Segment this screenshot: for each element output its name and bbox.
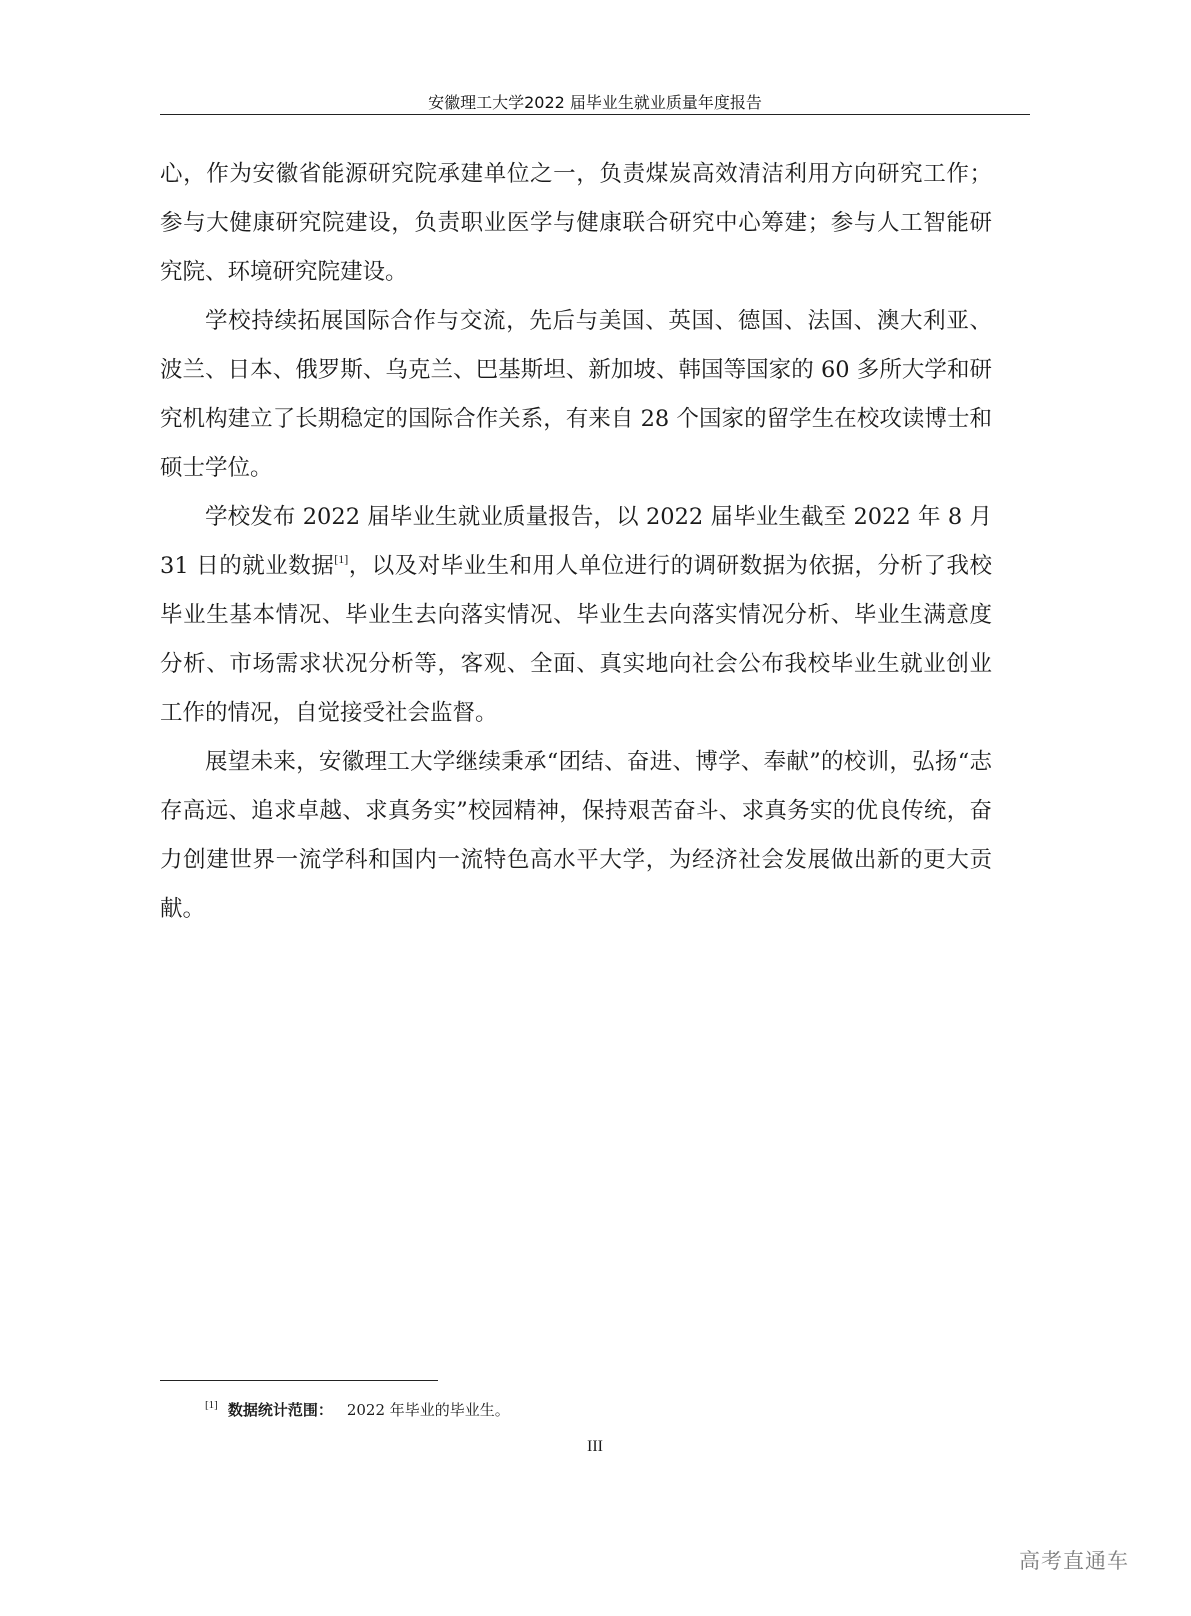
watermark-text: 高考直通车 <box>1019 1549 1129 1573</box>
paragraph-report-release-text-a: 学校发布 2022 届毕业生就业质量报告，以 2022 届毕业生截至 2022 年 8 月 31 日的就业数据 <box>160 504 992 579</box>
paragraph-report-release-text-b: ，以及对毕业生和用人单位进行的调研数据为依据，分析了我校毕业生基本情况、毕业生去向落实情况、毕业生去向落实情况分析、毕业生满意度分析、市场需求状况分析等，客观、全面、真实地向社会公布我校毕业生就业创业工作的情况，自觉接受社会监督。 <box>160 553 992 726</box>
footnote-divider <box>160 1380 438 1381</box>
paragraph-outlook: 展望未来，安徽理工大学继续秉承“团结、奋进、博学、奉献”的校训，弘扬“志存高远、追求卓越、求真务实”校园精神，保持艰苦奋斗、求真务实的优良传统，奋力创建世界一流学科和国内一流特色高水平大学，为经济社会发展做出新的更大贡献。 <box>160 749 992 922</box>
page-number: III <box>587 1438 603 1455</box>
footnote-mark: [1] <box>205 1399 218 1411</box>
footnote <box>205 1394 510 1421</box>
footnote-reference[interactable]: [1] <box>334 552 349 566</box>
paragraph-international-cooperation: 学校持续拓展国际合作与交流，先后与美国、英国、德国、法国、澳大利亚、波兰、日本、俄罗斯、乌克兰、巴基斯坦、新加坡、韩国等国家的 60 多所大学和研究机构建立了长期稳定的国际合作关系，有来自 28 个国家的留学生在校攻读博士和硕士学位。 <box>160 308 992 481</box>
document-body <box>160 150 992 934</box>
paragraph-report-release <box>160 493 992 738</box>
footnote-label: 数据统计范围： <box>227 1401 333 1419</box>
header-divider <box>160 114 1030 115</box>
footnote-text: 2022 年毕业的毕业生。 <box>346 1401 510 1419</box>
paragraph-continuation: 心，作为安徽省能源研究院承建单位之一，负责煤炭高效清洁利用方向研究工作；参与大健康研究院建设，负责职业医学与健康联合研究中心筹建；参与人工智能研究院、环境研究院建设。 <box>160 161 992 285</box>
running-header-title: 安徽理工大学2022 届毕业生就业质量年度报告 <box>428 93 762 112</box>
